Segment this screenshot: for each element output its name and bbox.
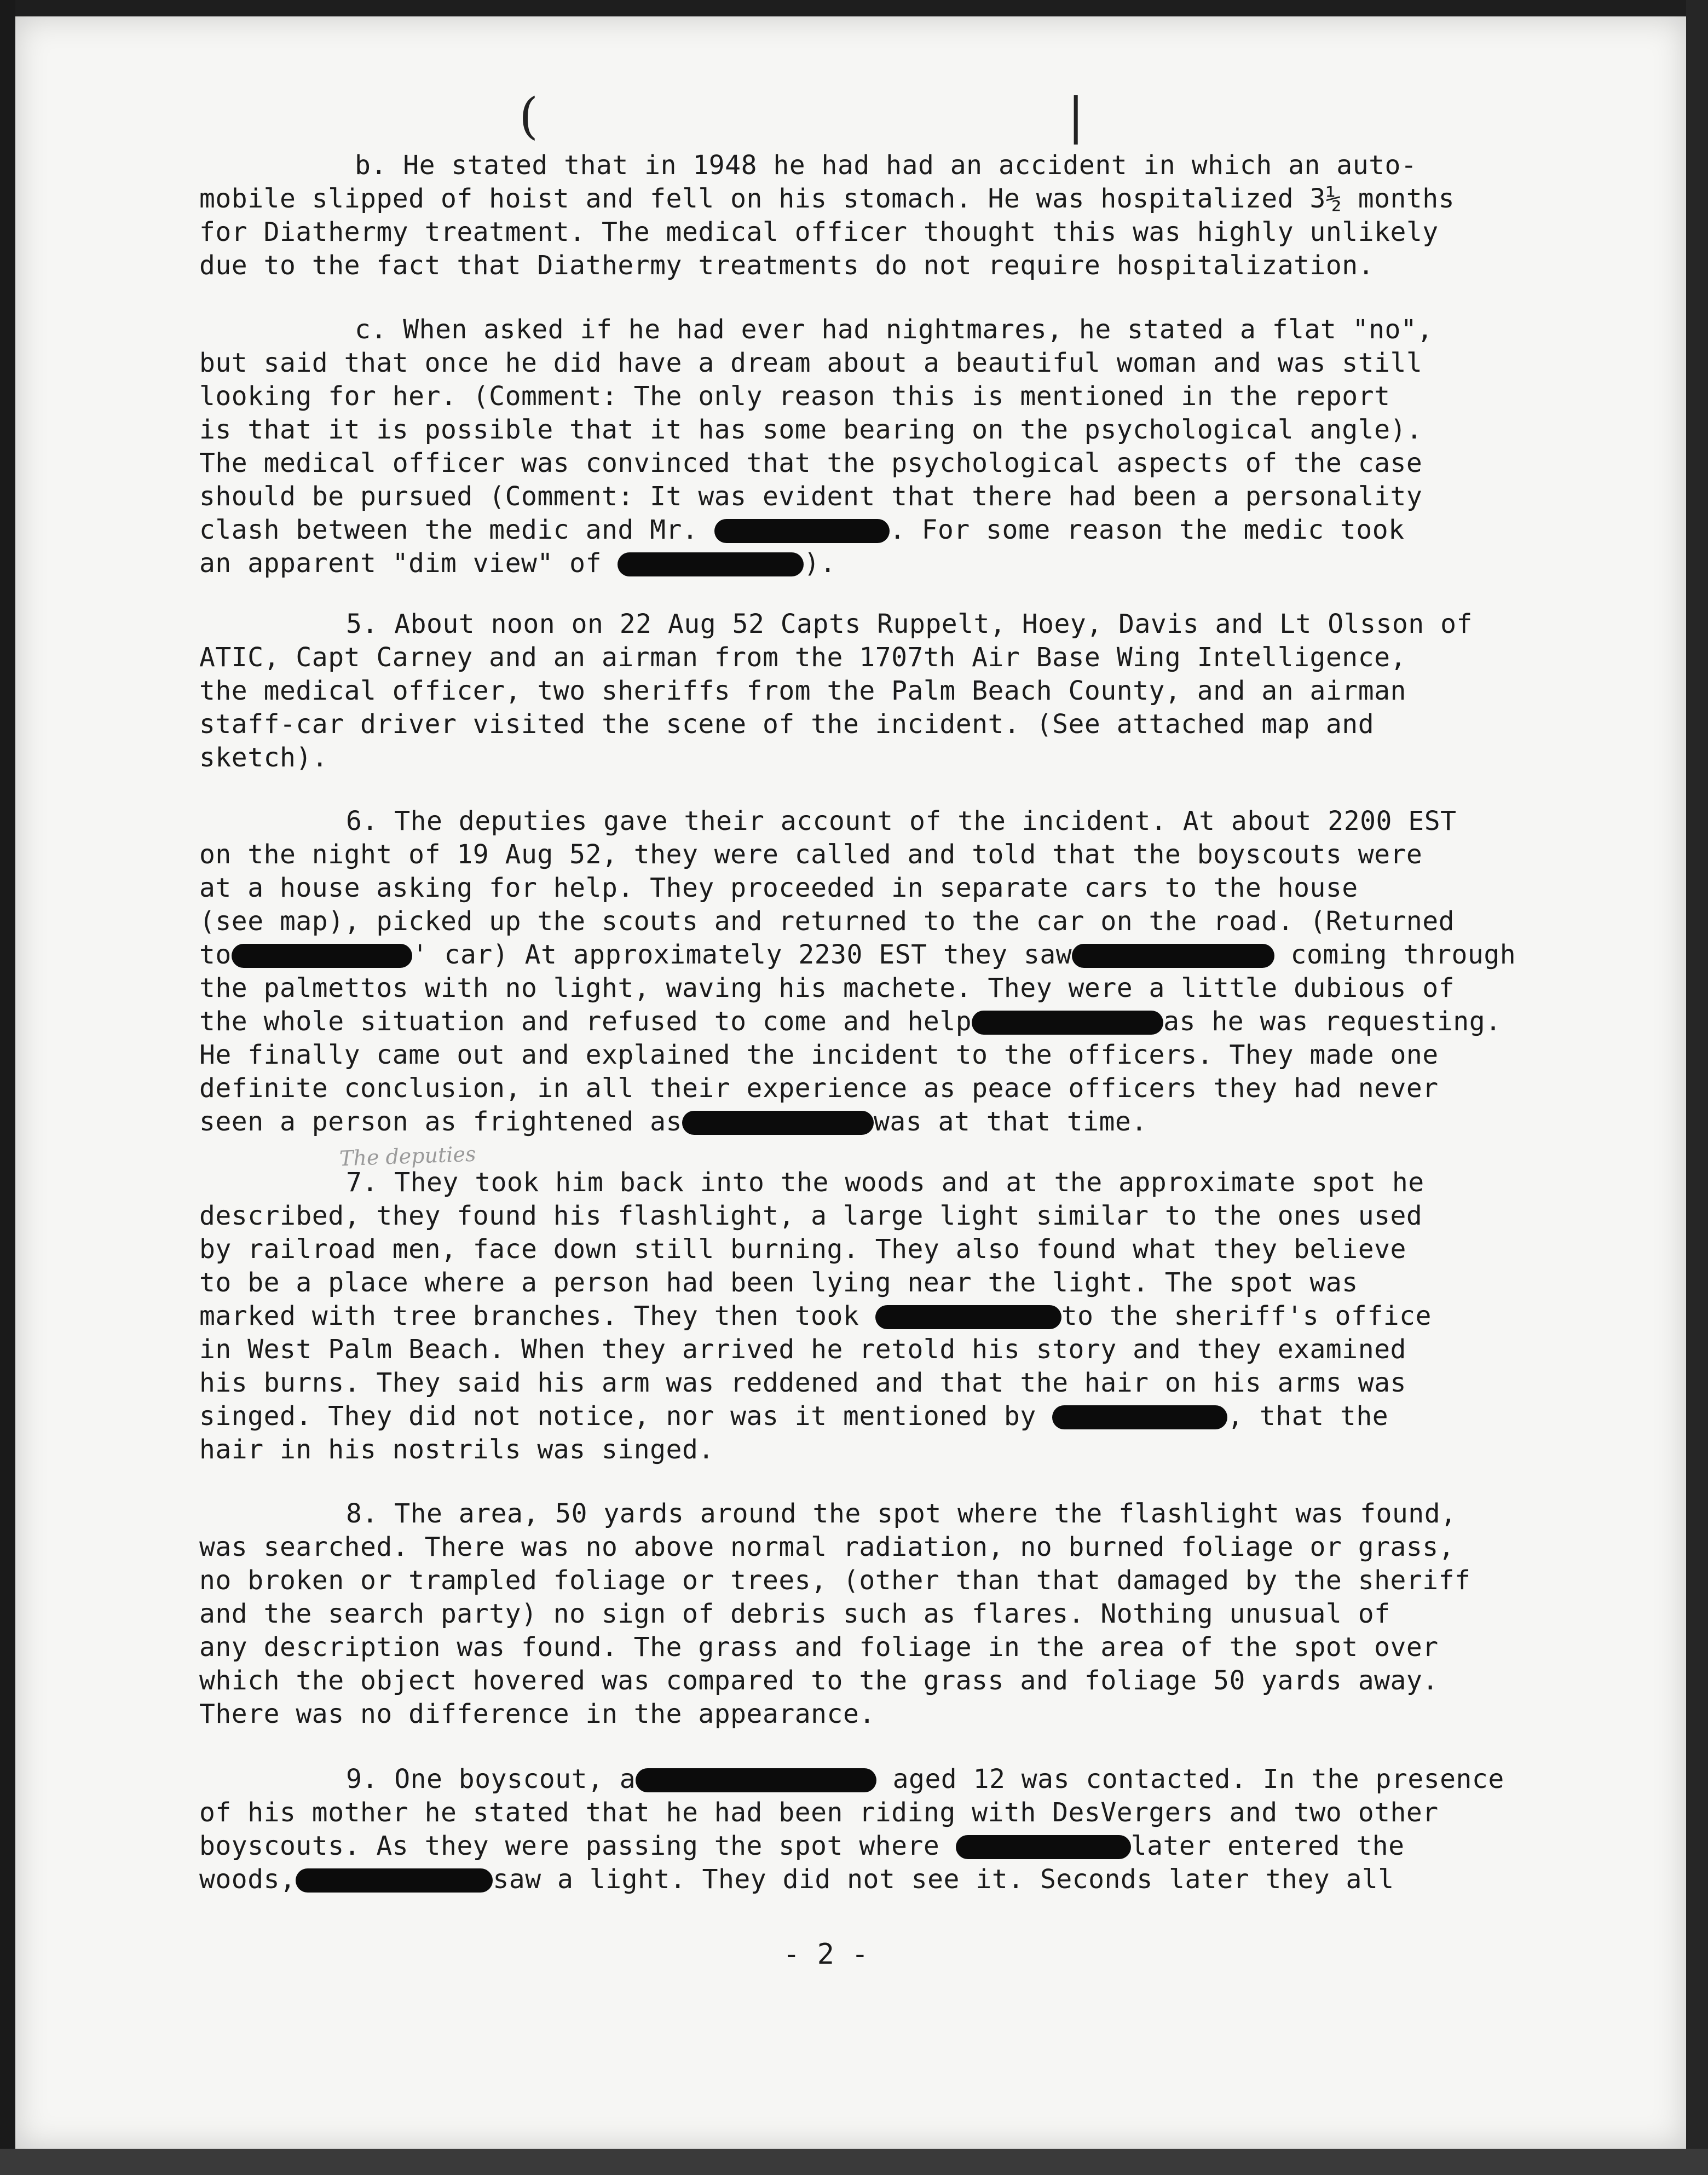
text-fragment: ). (804, 548, 836, 579)
text-line (199, 1005, 1579, 1039)
paragraph-b (199, 149, 1579, 282)
redaction-mark (232, 944, 412, 968)
text-line (199, 1300, 1579, 1333)
text-line: ATIC, Capt Carney and an airman from the 1707th Air Base Wing Intelligence, (199, 642, 1406, 673)
redaction-mark (714, 519, 890, 543)
text-line: his burns. They said his arm was reddened and that the hair on his arms was (199, 1368, 1406, 1398)
text-line: He finally came out and explained the incident to the officers. They made one (199, 1040, 1439, 1070)
text-fragment: coming through (1290, 939, 1516, 970)
text-line: to be a place where a person had been lying near the light. The spot was (199, 1267, 1358, 1298)
text-line (199, 1830, 1579, 1863)
text-line: in West Palm Beach. When they arrived he retold his story and they examined (199, 1334, 1406, 1365)
text-line (199, 938, 1579, 972)
text-fragment: singed. They did not notice, nor was it mentioned by (199, 1401, 1036, 1432)
redaction-mark (1052, 1405, 1227, 1429)
text-line: staff-car driver visited the scene of the incident. (See attached map and (199, 709, 1375, 740)
text-line: by railroad men, face down still burning. They also found what they believe (199, 1234, 1406, 1265)
paragraph-7 (199, 1166, 1579, 1467)
text-line: 6. The deputies gave their account of the incident. At about 2200 EST (346, 806, 1457, 836)
text-line: sketch). (199, 742, 328, 773)
redaction-mark (956, 1835, 1131, 1859)
text-fragment: aged 12 was contacted. In the presence (892, 1764, 1504, 1795)
text-line: definite conclusion, in all their experience as peace officers they had never (199, 1073, 1439, 1104)
scan-border-bottom (0, 2149, 1708, 2175)
text-line: 7. They took him back into the woods and at the approximate spot he (346, 1167, 1424, 1198)
redaction-mark (682, 1111, 874, 1135)
text-line: c. When asked if he had ever had nightmares, he stated a flat "no", (355, 314, 1433, 345)
text-line: and the search party) no sign of debris such as flares. Nothing unusual of (199, 1599, 1390, 1629)
scan-border-left (0, 0, 15, 2175)
redaction-mark (875, 1305, 1061, 1329)
text-line: mobile slipped of hoist and fell on his stomach. He was hospitalized 3½ months (199, 183, 1455, 214)
handwritten-margin-note: The deputies (339, 1141, 477, 1171)
text-line: There was no difference in the appearance. (199, 1699, 875, 1729)
paragraph-6 (199, 805, 1579, 1139)
text-line: the medical officer, two sheriffs from the Palm Beach County, and an airman (199, 676, 1406, 706)
text-fragment: ' car) At approximately 2230 EST they saw (412, 939, 1072, 970)
text-line: at a house asking for help. They proceeded in separate cars to the house (199, 873, 1358, 903)
text-fragment: boyscouts. As they were passing the spot where (199, 1831, 940, 1861)
text-line: described, they found his flashlight, a large light similar to the ones used (199, 1201, 1423, 1231)
redaction-mark (296, 1868, 493, 1893)
text-fragment: was at that time. (873, 1106, 1147, 1137)
text-line: but said that once he did have a dream about a beautiful woman and was still (199, 348, 1423, 378)
text-line: 5. About noon on 22 Aug 52 Capts Ruppelt, Hoey, Davis and Lt Olsson of (346, 609, 1473, 639)
text-line (199, 547, 1579, 580)
text-line (199, 1863, 1579, 1896)
text-line (199, 1400, 1579, 1433)
text-line: which the object hovered was compared to the grass and foliage 50 yards away. (199, 1665, 1439, 1696)
text-fragment: seen a person as frightened as (199, 1106, 682, 1137)
page-number: - 2 - (783, 1938, 869, 1971)
text-line: no broken or trampled foliage or trees, (other than that damaged by the sheriff (199, 1565, 1471, 1596)
text-fragment: clash between the medic and Mr. (199, 515, 699, 545)
text-line (199, 1105, 1579, 1139)
text-line: should be pursued (Comment: It was evident that there had been a personality (199, 481, 1423, 512)
text-line: for Diathermy treatment. The medical officer thought this was highly unlikely (199, 217, 1439, 247)
text-fragment: saw a light. They did not see it. Seconds later they all (493, 1864, 1394, 1895)
scan-mark-right-paren: | (1068, 88, 1084, 145)
redaction-mark (636, 1768, 876, 1792)
paragraph-8 (199, 1497, 1579, 1731)
text-fragment: 9. One boyscout, a (346, 1764, 636, 1795)
text-fragment: , that the (1227, 1401, 1389, 1432)
text-line (199, 1763, 1579, 1796)
paragraph-9 (199, 1763, 1579, 1896)
text-line: hair in his nostrils was singed. (199, 1434, 714, 1465)
scan-border-right (1686, 0, 1708, 2175)
text-line: was searched. There was no above normal radiation, no burned foliage or grass, (199, 1532, 1455, 1562)
text-line: due to the fact that Diathermy treatments do not require hospitalization. (199, 250, 1375, 281)
scan-mark-left-paren: ( (519, 88, 539, 145)
text-line: the palmettos with no light, waving his machete. They were a little dubious of (199, 973, 1455, 1003)
text-line: any description was found. The grass and foliage in the area of the spot over (199, 1632, 1439, 1663)
text-line: The medical officer was convinced that the psychological aspects of the case (199, 448, 1423, 478)
text-fragment: to (199, 939, 232, 970)
redaction-mark (618, 552, 804, 576)
text-fragment: marked with tree branches. They then took (199, 1301, 859, 1331)
text-fragment: as he was requesting. (1163, 1006, 1502, 1037)
text-line: looking for her. (Comment: The only reason this is mentioned in the report (199, 381, 1390, 412)
text-line: is that it is possible that it has some bearing on the psychological angle). (199, 414, 1423, 445)
text-line: 8. The area, 50 yards around the spot where the flashlight was found, (346, 1498, 1457, 1529)
redaction-mark (1072, 944, 1274, 968)
text-fragment: woods, (199, 1864, 296, 1895)
text-fragment: an apparent "dim view" of (199, 548, 602, 579)
redaction-mark (972, 1011, 1163, 1035)
text-line: (see map), picked up the scouts and returned to the car on the road. (Returned (199, 906, 1455, 937)
paragraph-c (199, 313, 1579, 580)
text-line (199, 514, 1579, 547)
text-fragment: to the sheriff's office (1061, 1301, 1432, 1331)
text-fragment: the whole situation and refused to come and help (199, 1006, 972, 1037)
text-fragment: later entered the (1130, 1831, 1405, 1861)
paragraph-5 (199, 608, 1579, 775)
text-line: b. He stated that in 1948 he had had an accident in which an auto- (355, 150, 1417, 181)
scan-border-top (0, 0, 1708, 16)
text-line: on the night of 19 Aug 52, they were called and told that the boyscouts were (199, 839, 1423, 870)
text-fragment: . For some reason the medic took (889, 515, 1405, 545)
text-line: of his mother he stated that he had been riding with DesVergers and two other (199, 1797, 1439, 1828)
